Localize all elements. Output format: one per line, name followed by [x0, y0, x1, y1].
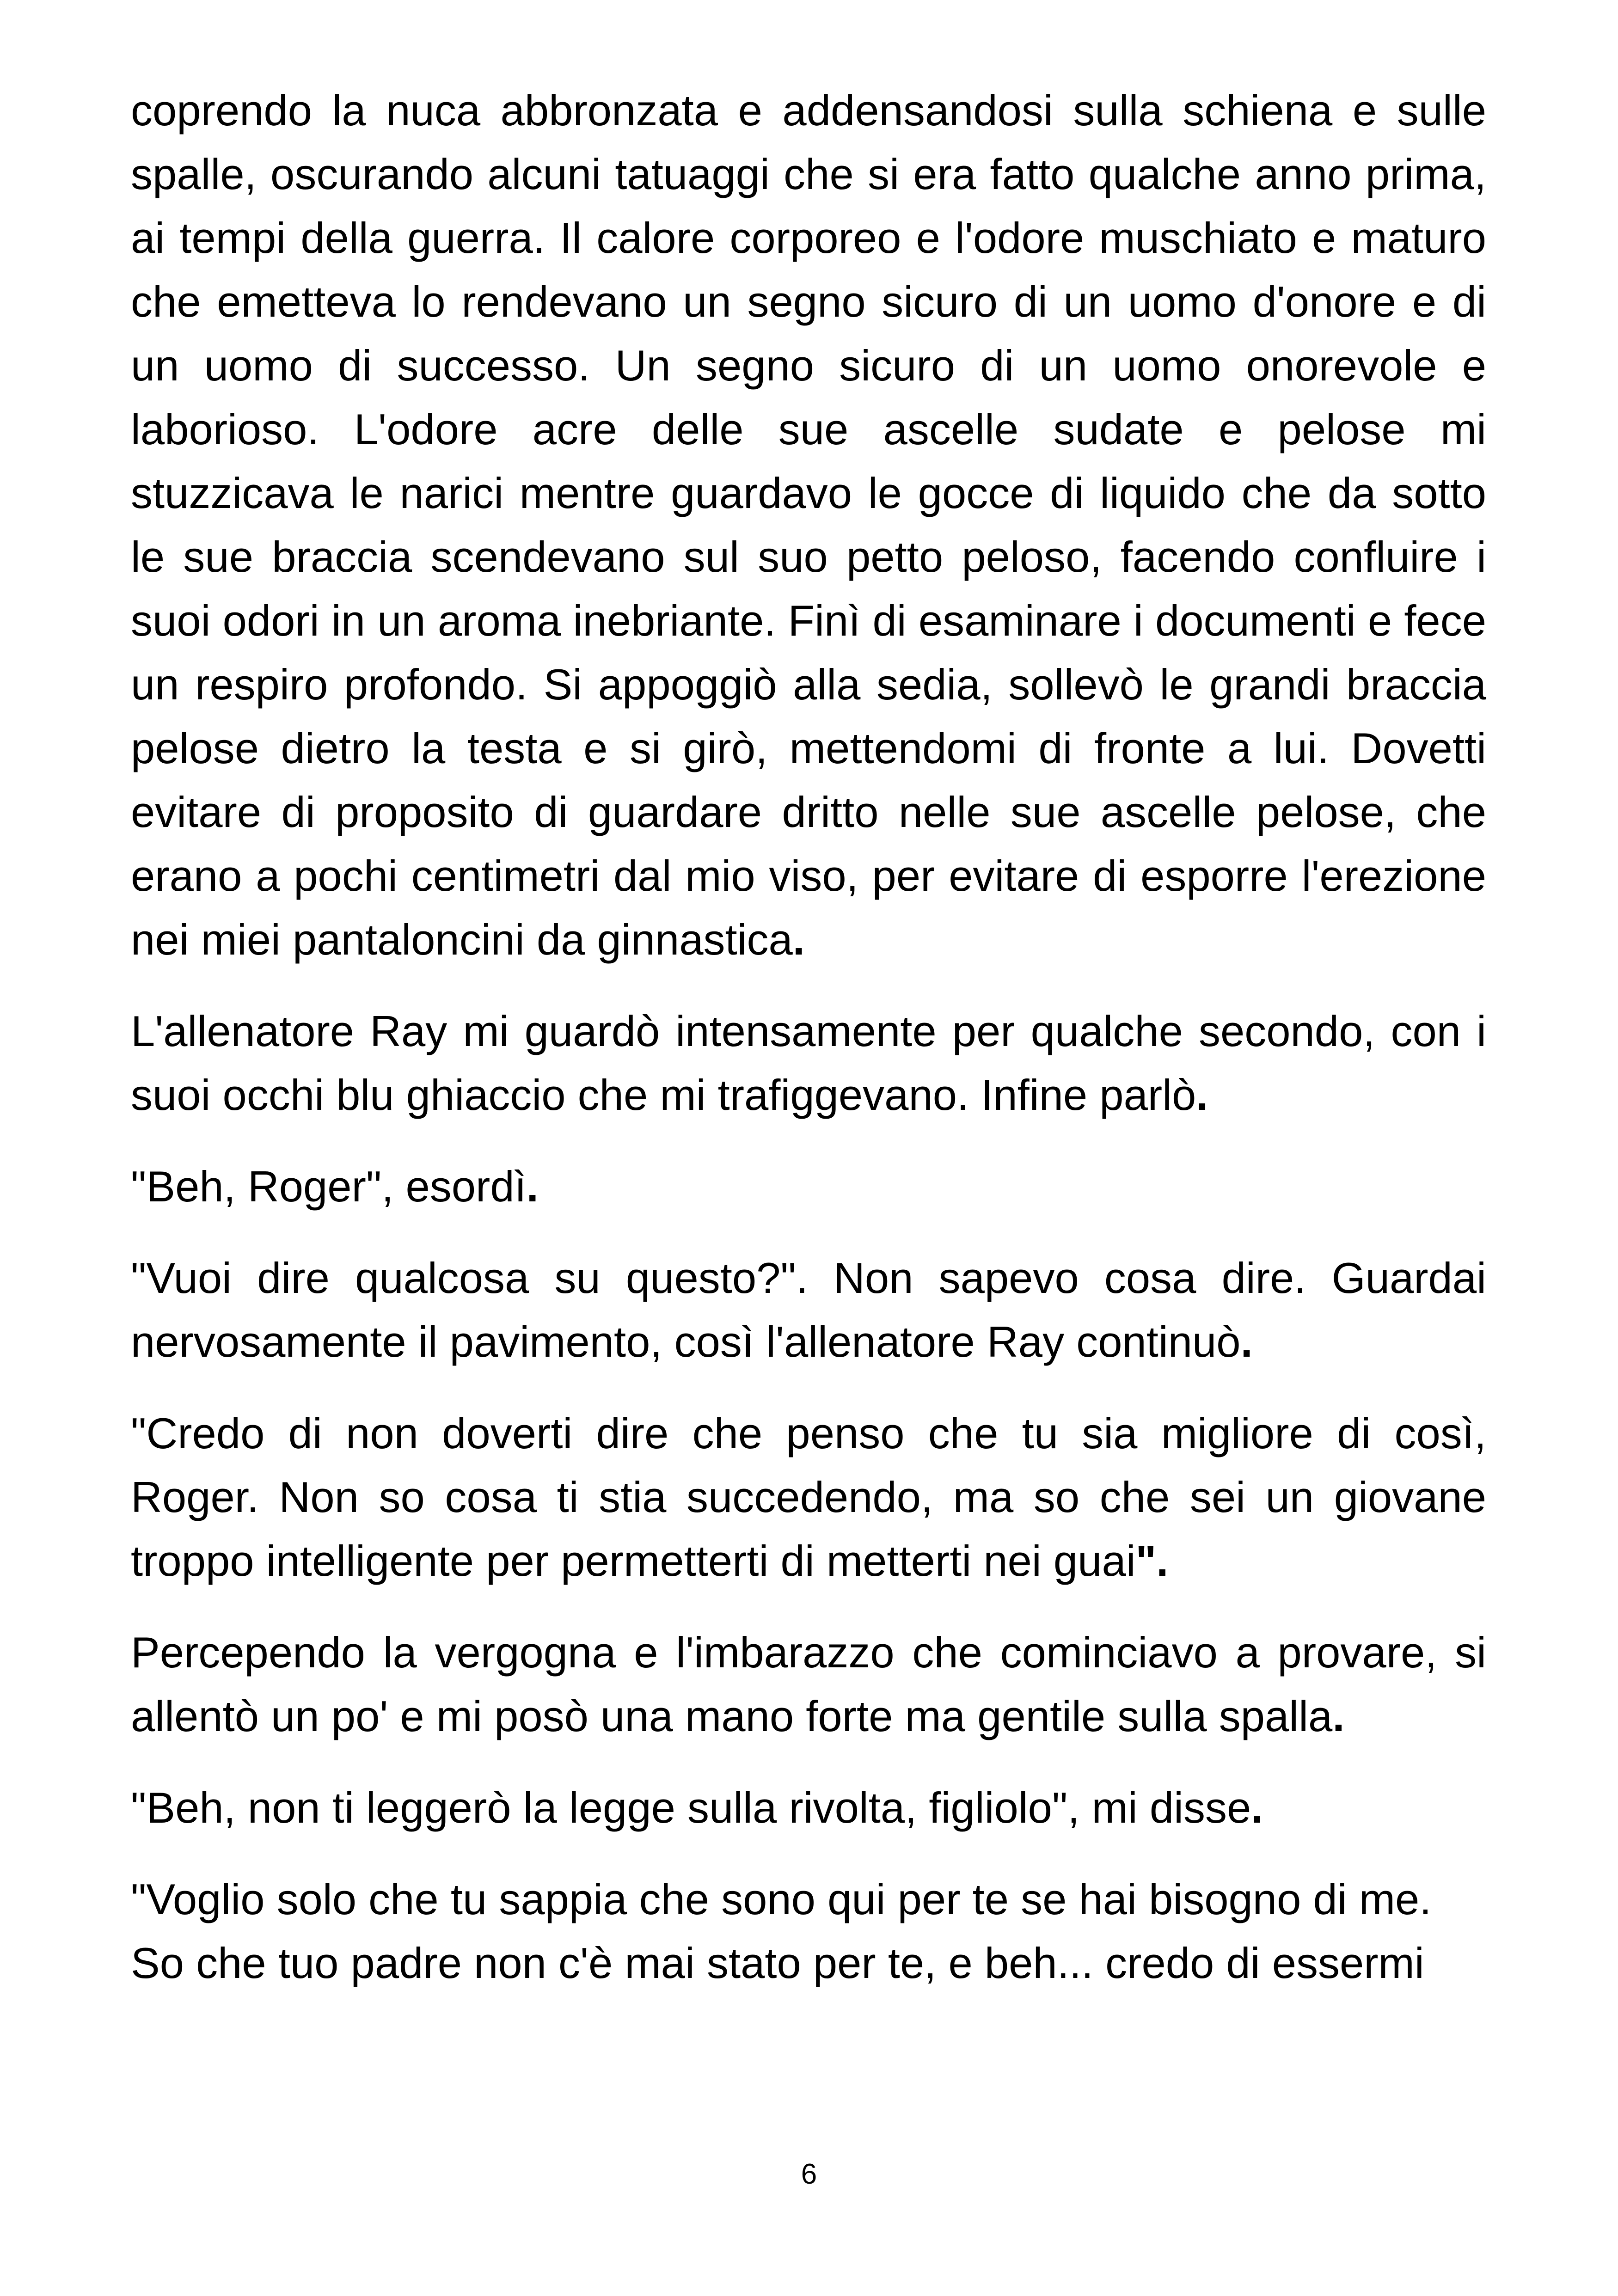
paragraph-end-punctuation: . [1332, 1692, 1345, 1740]
paragraph-end-punctuation: . [792, 915, 805, 964]
paragraph: "Beh, non ti leggerò la legge sulla rivolta, figliolo", mi disse. [131, 1783, 1263, 1832]
paragraph: "Beh, Roger", esordì. [131, 1162, 539, 1211]
paragraph: "Credo di non doverti dire che penso che tu sia migliore di così, Roger. Non so cosa ti stia succedendo, ma so che sei un giovane troppo intelligente per permetterti di metterti nei guai". [131, 1409, 1486, 1585]
paragraph: L'allenatore Ray mi guardò intensamente per qualche secondo, con i suoi occhi blu ghiaccio che mi trafiggevano. Infine parlò. [131, 1007, 1486, 1119]
paragraph-end-punctuation: ". [1135, 1537, 1169, 1585]
paragraph: Percependo la vergogna e l'imbarazzo che cominciavo a provare, si allentò un po' e mi posò una mano forte ma gentile sulla spalla. [131, 1628, 1486, 1740]
paragraph-end-punctuation: . [1196, 1071, 1208, 1119]
paragraph-end-punctuation: . [1240, 1317, 1253, 1366]
body-text [131, 79, 1486, 1995]
paragraph-end-punctuation: . [1251, 1783, 1263, 1832]
paragraph: coprendo la nuca abbronzata e addensandosi sulla schiena e sulle spalle, oscurando alcuni tatuaggi che si era fatto qualche anno prima, ai tempi della guerra. Il calore corporeo e l'odore muschiato e maturo che emetteva lo rendevano un segno sicuro di un uomo d'onore e di un uomo di successo. Un segno sicuro di un uomo onorevole e laborioso. L'odore acre delle sue ascelle sudate e pelose mi stuzzicava le narici mentre guardavo le gocce di liquido che da sotto le sue braccia scendevano sul suo petto peloso, facendo confluire i suoi odori in un aroma inebriante. Finì di esaminare i documenti e fece un respiro profondo. Si appoggiò alla sedia, sollevò le grandi braccia pelose dietro la testa e si girò, mettendomi di fronte a lui. Dovetti evitare di proposito di guardare dritto nelle sue ascelle pelose, che erano a pochi centimetri dal mio viso, per evitare di esporre l'erezione nei miei pantaloncini da ginnastica. [131, 86, 1486, 964]
page-number: 6 [801, 2158, 817, 2190]
paragraph-end-punctuation: . [526, 1162, 539, 1211]
paragraph: "Vuoi dire qualcosa su questo?". Non sapevo cosa dire. Guardai nervosamente il pavimento, così l'allenatore Ray continuò. [131, 1254, 1486, 1366]
paragraph: "Voglio solo che tu sappia che sono qui per te se hai bisogno di me. So che tuo padre non c'è mai stato per te, e beh... credo di essermi [131, 1875, 1432, 1987]
